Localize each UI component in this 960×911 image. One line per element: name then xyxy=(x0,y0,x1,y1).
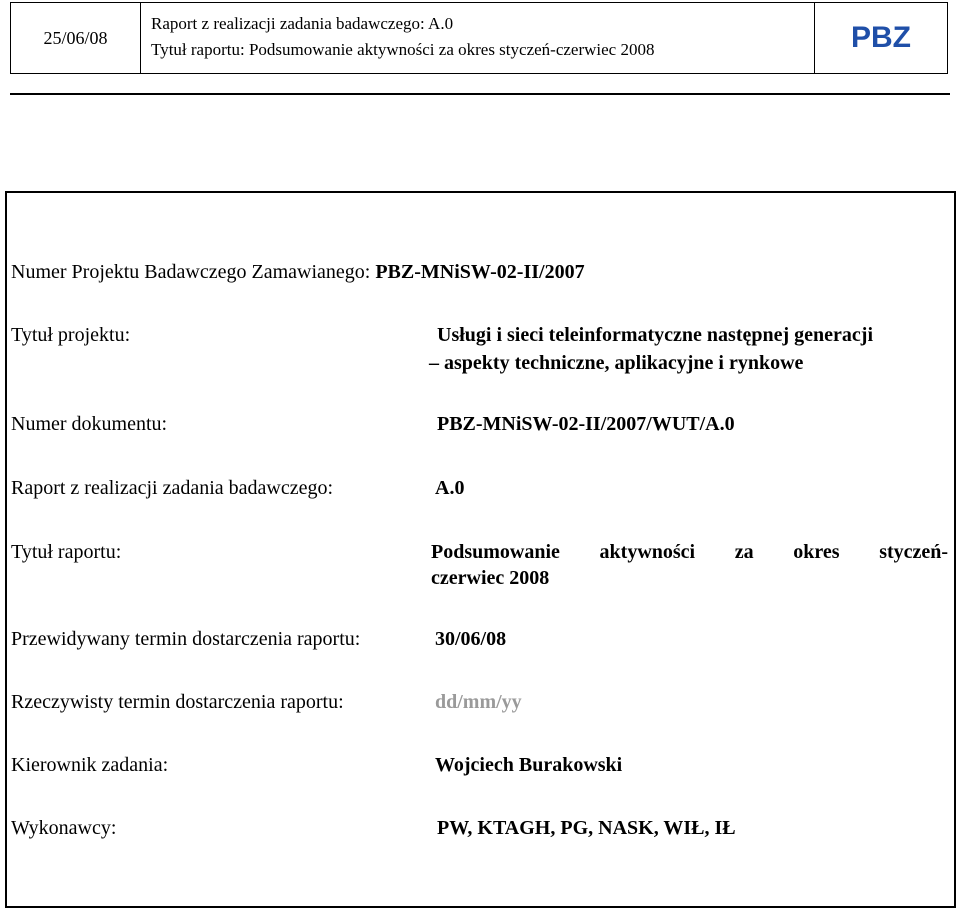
task-manager-value: Wojciech Burakowski xyxy=(435,754,623,776)
project-number-value: PBZ-MNiSW-02-II/2007 xyxy=(375,261,585,283)
project-title-value-line1: Usługi i sieci teleinformatyczne następnej generacji xyxy=(437,324,874,346)
task-report-label: Raport z realizacji zadania badawczego: xyxy=(11,477,334,499)
pbz-logo: PBZ xyxy=(851,21,911,54)
header-title-line: Tytuł raportu: Podsumowanie aktywności za okres styczeń-czerwiec 2008 xyxy=(151,40,655,59)
project-title-value-line2: – aspekty techniczne, aplikacyjne i rynkowe xyxy=(429,352,804,374)
header-divider xyxy=(10,93,950,95)
actual-date-value: dd/mm/yy xyxy=(435,691,522,713)
report-title-word: okres xyxy=(793,541,840,563)
project-title-label: Tytuł projektu: xyxy=(11,324,131,346)
title-page-box xyxy=(5,191,956,908)
planned-date-value: 30/06/08 xyxy=(435,628,507,650)
report-title-word: za xyxy=(734,541,754,563)
planned-date-label: Przewidywany termin dostarczenia raportu: xyxy=(11,628,361,650)
project-number-row xyxy=(11,259,585,285)
report-title-label: Tytuł raportu: xyxy=(11,541,122,563)
project-number-label: Numer Projektu Badawczego Zamawianego: xyxy=(11,261,371,283)
header-info xyxy=(141,3,815,73)
header-date: 25/06/08 xyxy=(11,3,141,73)
document-number-label: Numer dokumentu: xyxy=(11,413,168,435)
task-manager-label: Kierownik zadania: xyxy=(11,754,169,776)
report-title-value-line1 xyxy=(431,539,948,565)
report-title-word: styczeń- xyxy=(879,541,949,563)
report-title-value-line2: czerwiec 2008 xyxy=(431,567,550,589)
contractors-label: Wykonawcy: xyxy=(11,817,117,839)
header-report-line: Raport z realizacji zadania badawczego: A.0 xyxy=(151,14,454,33)
page-header xyxy=(10,2,948,74)
document-number-value: PBZ-MNiSW-02-II/2007/WUT/A.0 xyxy=(437,413,735,435)
actual-date-label: Rzeczywisty termin dostarczenia raportu: xyxy=(11,691,344,713)
report-title-word: Podsumowanie xyxy=(431,541,560,563)
report-title-word: aktywności xyxy=(599,541,696,563)
contractors-value: PW, KTAGH, PG, NASK, WIŁ, IŁ xyxy=(437,817,736,839)
task-report-value: A.0 xyxy=(435,477,465,499)
